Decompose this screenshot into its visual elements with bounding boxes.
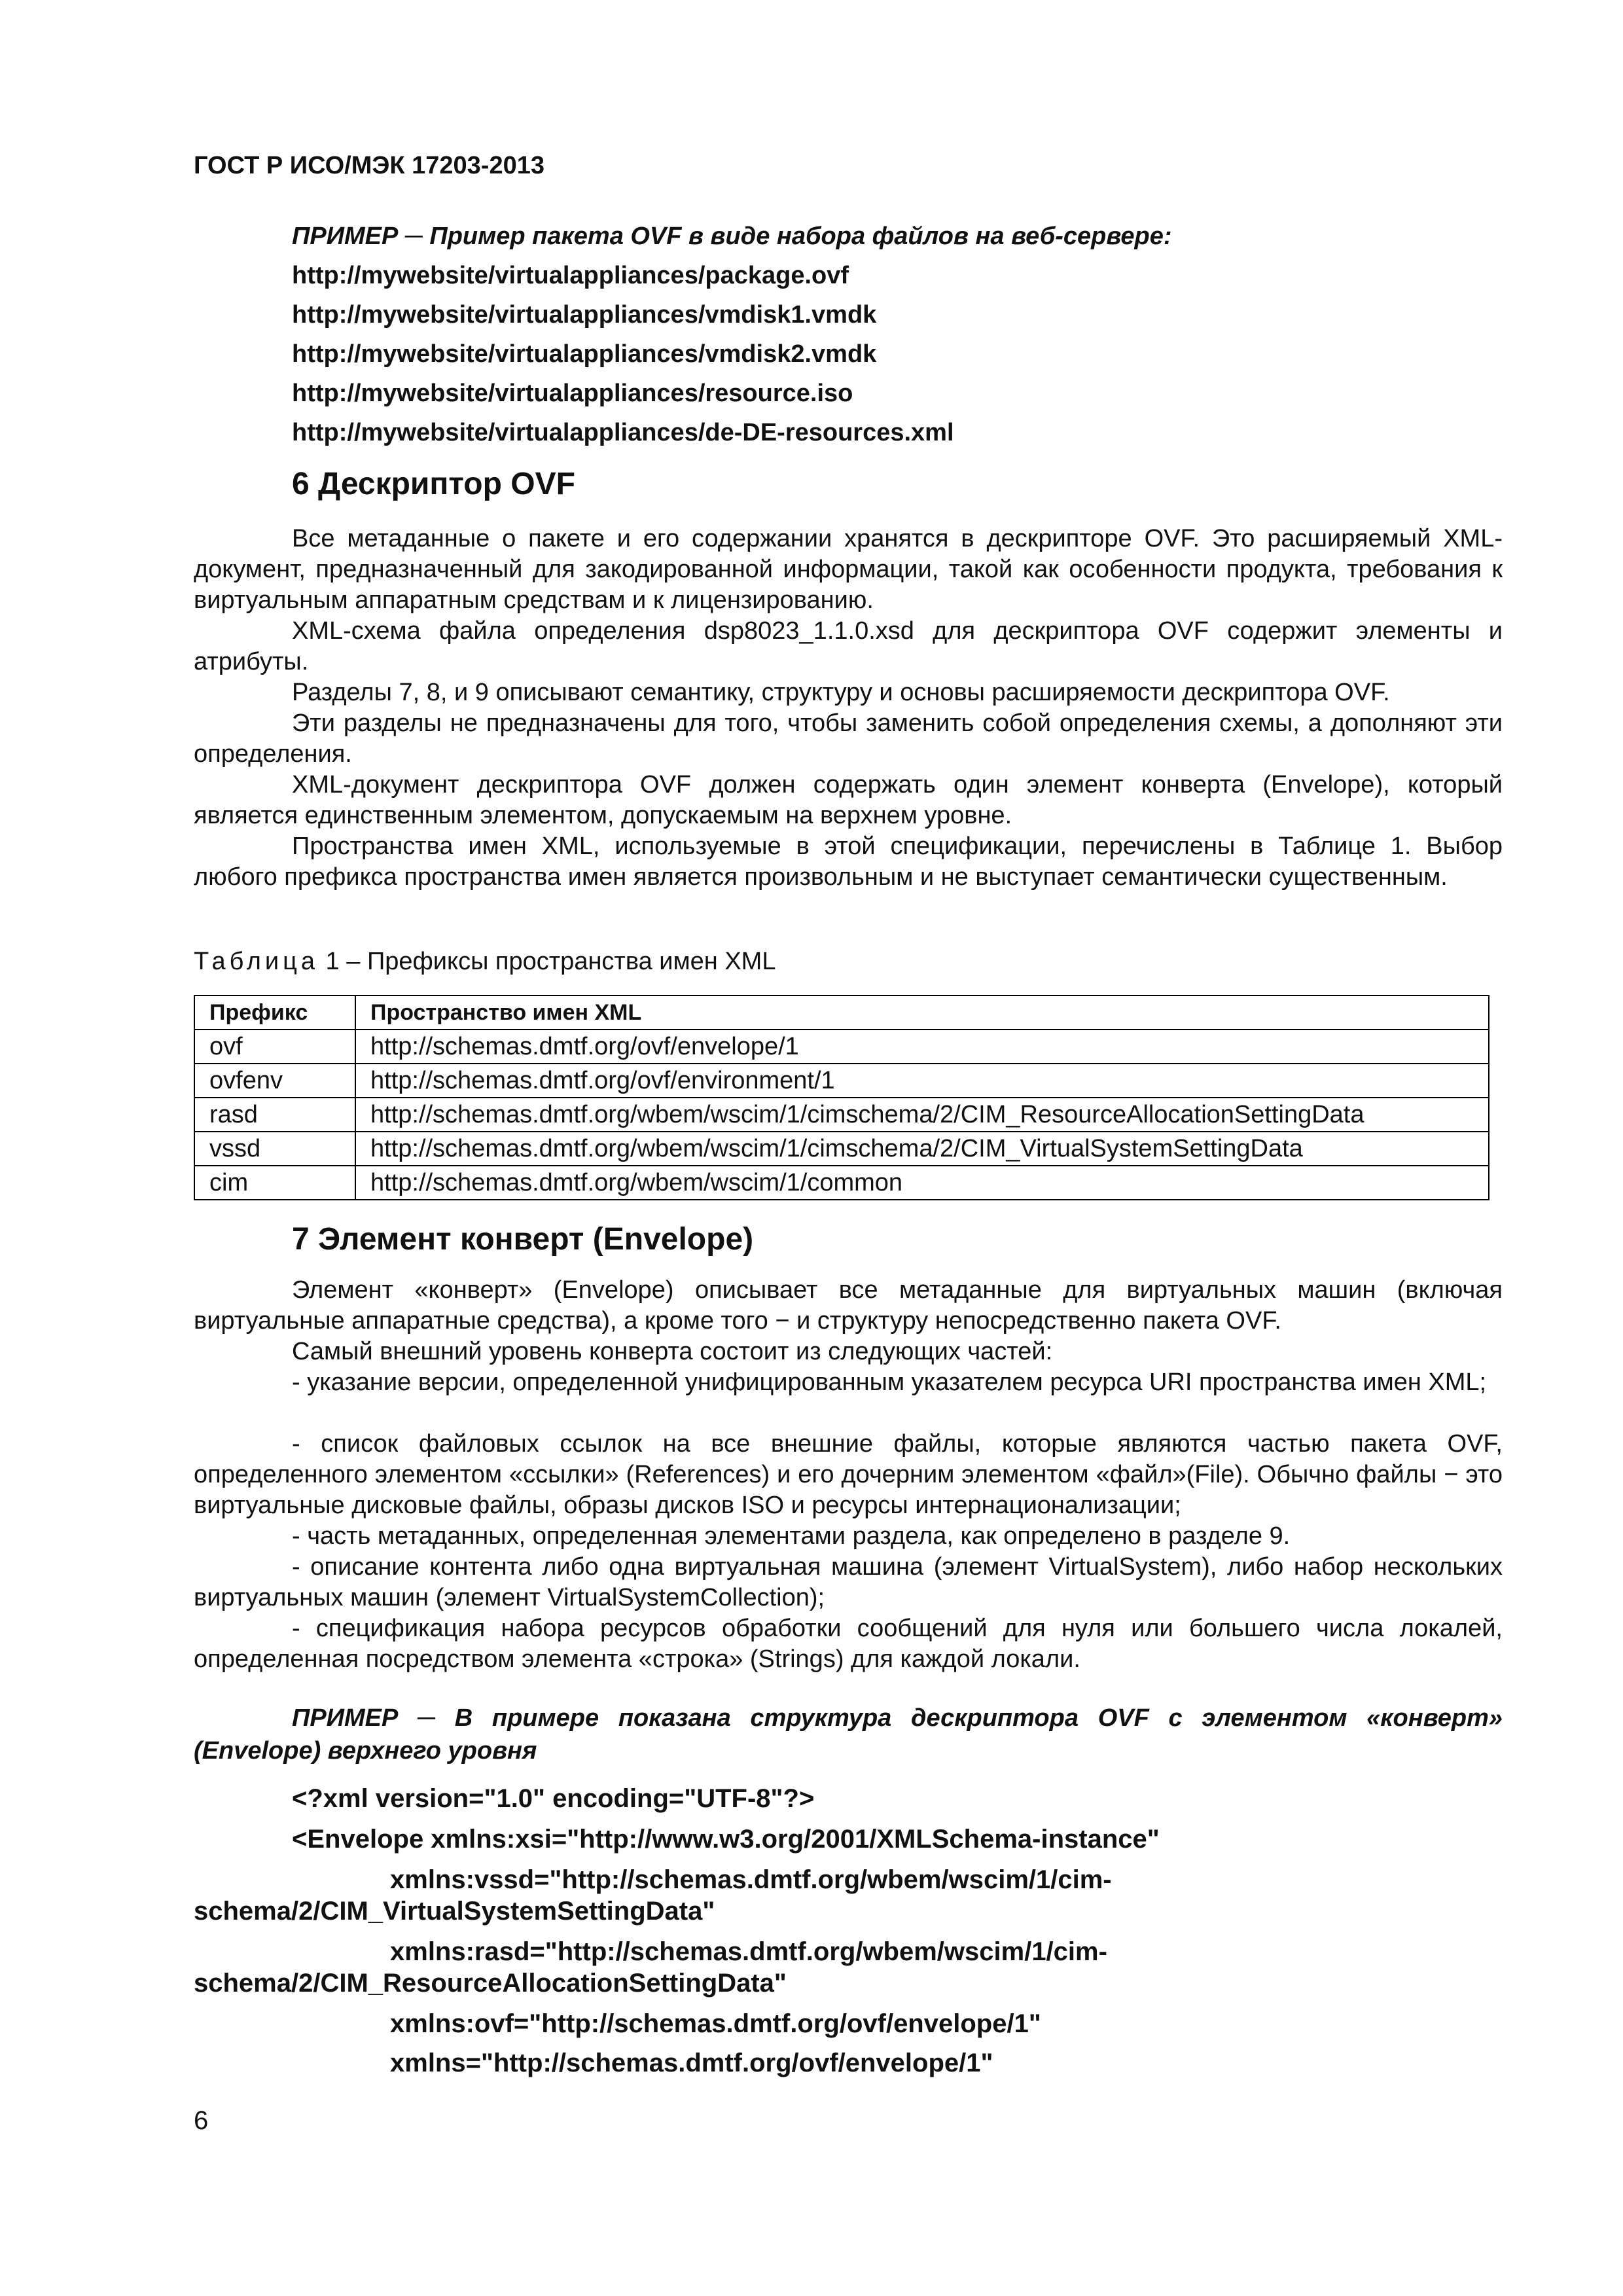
namespace-table bbox=[194, 995, 1489, 1200]
example-url: http://mywebsite/virtualappliances/de-DE-resources.xml bbox=[292, 419, 954, 446]
example-url: http://mywebsite/virtualappliances/vmdisk2.vmdk bbox=[292, 340, 877, 368]
section6-paragraph: Разделы 7, 8, и 9 описывают семантику, структуру и основы расширяемости дескриптора OVF. bbox=[292, 679, 1390, 706]
example-url: http://mywebsite/virtualappliances/vmdisk1.vmdk bbox=[292, 301, 877, 329]
document-header: ГОСТ Р ИСО/МЭК 17203-2013 bbox=[194, 152, 544, 179]
page-number: 6 bbox=[194, 2106, 209, 2135]
section7-list-item: - спецификация набора ресурсов обработки сообщений для нуля или большего числа локалей, определенная посредством элемента «строка» (Strings) для каждой локали. bbox=[194, 1615, 1503, 1673]
code-line: xmlns="http://schemas.dmtf.org/ovf/envelope/1" bbox=[390, 2049, 993, 2077]
table-row bbox=[194, 1166, 1489, 1200]
section7-paragraph: Элемент «конверт» (Envelope) описывает все метаданные для виртуальных машин (включая виртуальные аппаратные средства), а кроме того − и структуру непосредственно пакета OVF. bbox=[194, 1276, 1503, 1335]
table-cell-prefix: cim bbox=[194, 1166, 355, 1200]
table-cell-prefix: ovf bbox=[194, 1030, 355, 1064]
table-row bbox=[194, 1030, 1489, 1064]
table-cell-namespace: http://schemas.dmtf.org/wbem/wscim/1/cimschema/2/CIM_ResourceAllocationSettingData bbox=[355, 1098, 1489, 1132]
table-cell-namespace: http://schemas.dmtf.org/wbem/wscim/1/cimschema/2/CIM_VirtualSystemSettingData bbox=[355, 1132, 1489, 1166]
table-row bbox=[194, 1064, 1489, 1098]
section7-heading: 7 Элемент конверт (Envelope) bbox=[292, 1222, 754, 1257]
example-url: http://mywebsite/virtualappliances/resource.iso bbox=[292, 380, 853, 407]
table-caption bbox=[194, 948, 776, 976]
section6-paragraph: Пространства имен XML, используемые в этой спецификации, перечислены в Таблице 1. Выбор любого префикса пространства имен является произвольным и не выступает семантически существенным. bbox=[194, 833, 1503, 891]
table-cell-namespace: http://schemas.dmtf.org/wbem/wscim/1/common bbox=[355, 1166, 1489, 1200]
section7-list-item: - список файловых ссылок на все внешние файлы, которые являются частью пакета OVF, определенного элементом «ссылки» (References) и его дочерним элементом «файл»(File). Обычно файлы − это виртуальные дисковые файлы, образы дисков ISO и ресурсы интернационализации; bbox=[194, 1430, 1503, 1519]
table-cell-prefix: rasd bbox=[194, 1098, 355, 1132]
code-line: schema/2/CIM_ResourceAllocationSettingData" bbox=[194, 1969, 787, 1998]
table-cell-namespace: http://schemas.dmtf.org/ovf/environment/1 bbox=[355, 1064, 1489, 1098]
table-caption-text: 1 – Префиксы пространства имен XML bbox=[319, 948, 776, 975]
section6-paragraph: Все метаданные о пакете и его содержании хранятся в дескрипторе OVF. Это расширяемый XML-документ, предназначенный для закодированной информации, такой как особенности продукта, требования к виртуальным аппаратным средствам и к лицензированию. bbox=[194, 525, 1503, 614]
section7-list-item: - часть метаданных, определенная элементами раздела, как определено в разделе 9. bbox=[292, 1522, 1291, 1550]
table-header-namespace: Пространство имен XML bbox=[355, 996, 1489, 1030]
section6-paragraph: Эти разделы не предназначены для того, чтобы заменить собой определения схемы, а дополняют эти определения. bbox=[194, 709, 1503, 768]
table-cell-prefix: vssd bbox=[194, 1132, 355, 1166]
code-line: <?xml version="1.0" encoding="UTF-8"?> bbox=[292, 1784, 815, 1813]
code-line: xmlns:vssd="http://schemas.dmtf.org/wbem/wscim/1/cim- bbox=[390, 1865, 1112, 1894]
table-row bbox=[194, 1132, 1489, 1166]
example-url: http://mywebsite/virtualappliances/package.ovf bbox=[292, 262, 849, 289]
section7-list-item: - описание контента либо одна виртуальная машина (элемент VirtualSystem), либо набор нескольких виртуальных машин (элемент VirtualSystemCollection); bbox=[194, 1553, 1503, 1611]
example2-title: ПРИМЕР ─ В примере показана структура дескриптора OVF с элементом «конверт» (Envelope) верхнего уровня bbox=[194, 1704, 1503, 1765]
code-line: xmlns:ovf="http://schemas.dmtf.org/ovf/envelope/1" bbox=[390, 2009, 1041, 2038]
code-line: schema/2/CIM_VirtualSystemSettingData" bbox=[194, 1897, 715, 1926]
table-header-prefix: Префикс bbox=[194, 996, 355, 1030]
code-line: xmlns:rasd="http://schemas.dmtf.org/wbem/wscim/1/cim- bbox=[390, 1937, 1107, 1966]
table-cell-namespace: http://schemas.dmtf.org/ovf/envelope/1 bbox=[355, 1030, 1489, 1064]
table-caption-word: Таблица bbox=[194, 948, 319, 975]
section7-list-item: - указание версии, определенной унифицированным указателем ресурса URI пространства имен XML; bbox=[292, 1369, 1487, 1396]
section6-paragraph: XML-документ дескриптора OVF должен содержать один элемент конверта (Envelope), который является единственным элементом, допускаемым на верхнем уровне. bbox=[194, 771, 1503, 829]
code-line: <Envelope xmlns:xsi="http://www.w3.org/2001/XMLSchema-instance" bbox=[292, 1825, 1160, 1854]
section6-heading: 6 Дескриптор OVF bbox=[292, 467, 575, 501]
section6-paragraph: XML-схема файла определения dsp8023_1.1.0.xsd для дескриптора OVF содержит элементы и атрибуты. bbox=[194, 617, 1503, 675]
table-header-row bbox=[194, 996, 1489, 1030]
table-cell-prefix: ovfenv bbox=[194, 1064, 355, 1098]
example1-title: ПРИМЕР ─ Пример пакета OVF в виде набора файлов на веб-сервере: bbox=[292, 223, 1172, 250]
table-row bbox=[194, 1098, 1489, 1132]
section7-paragraph: Самый внешний уровень конверта состоит из следующих частей: bbox=[292, 1338, 1053, 1365]
